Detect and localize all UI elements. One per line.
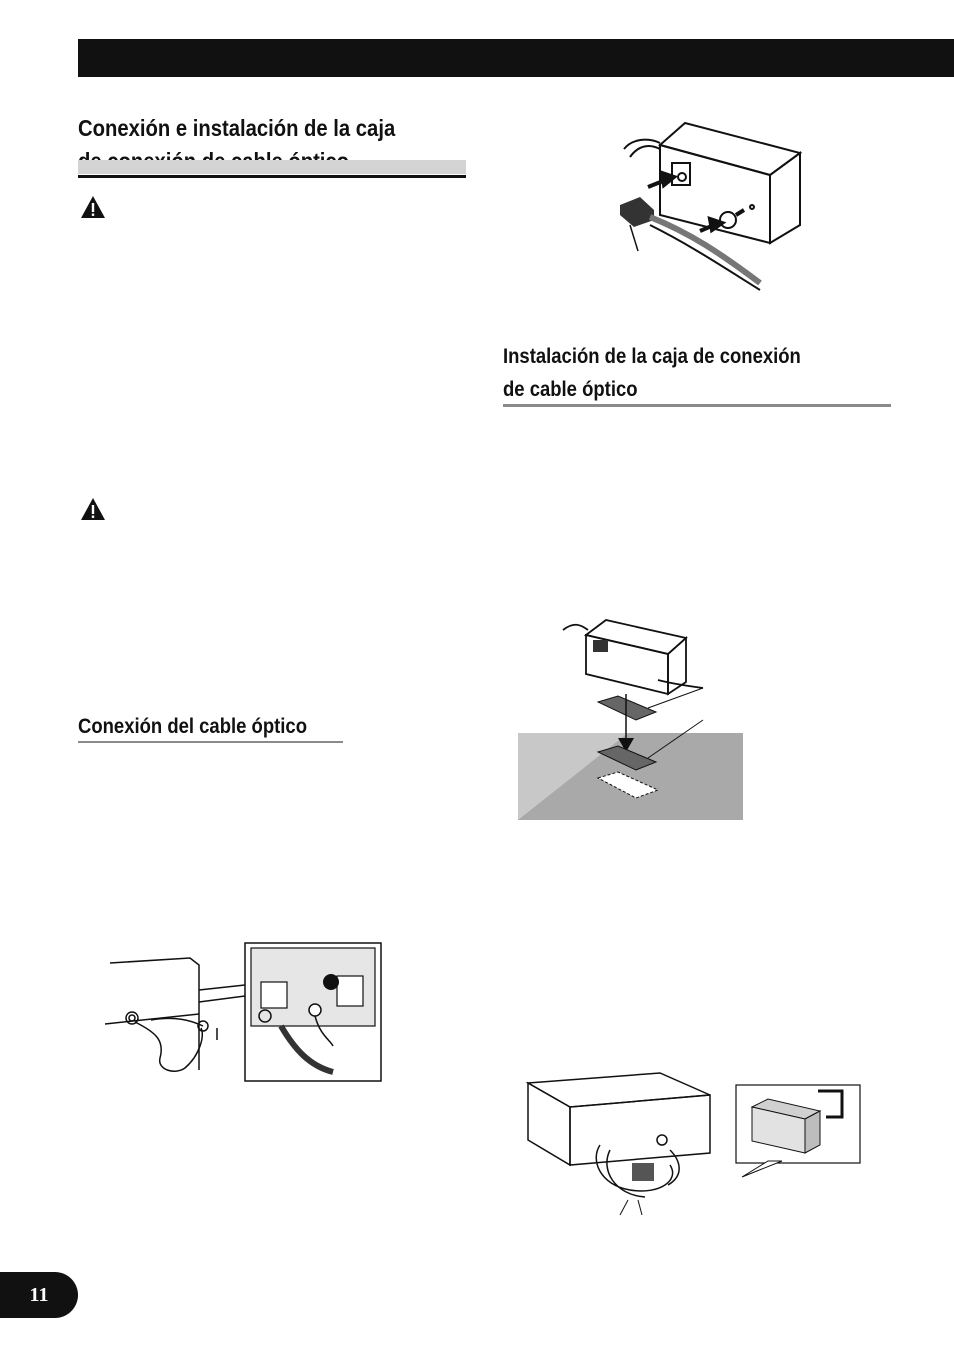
subsection-rule [78, 741, 343, 743]
subsection-rule [503, 404, 891, 407]
junction-box-connection-figure [610, 115, 810, 300]
warning-icon [80, 497, 106, 521]
page-number: 11 [0, 1272, 78, 1318]
subsection-title-install: Instalación de la caja de conexión de cable óptico [503, 345, 801, 401]
warning-icon [80, 195, 106, 219]
title-rule [78, 175, 466, 178]
cable-bundle-figure [520, 1065, 865, 1225]
optical-cable-connection-figure [105, 940, 385, 1085]
section-title: Conexión e instalación de la caja [78, 115, 396, 141]
header-bar [78, 39, 954, 77]
title-band [78, 160, 466, 174]
junction-box-installation-figure [518, 610, 743, 820]
subsection-title-cable: Conexión del cable óptico [78, 715, 307, 738]
